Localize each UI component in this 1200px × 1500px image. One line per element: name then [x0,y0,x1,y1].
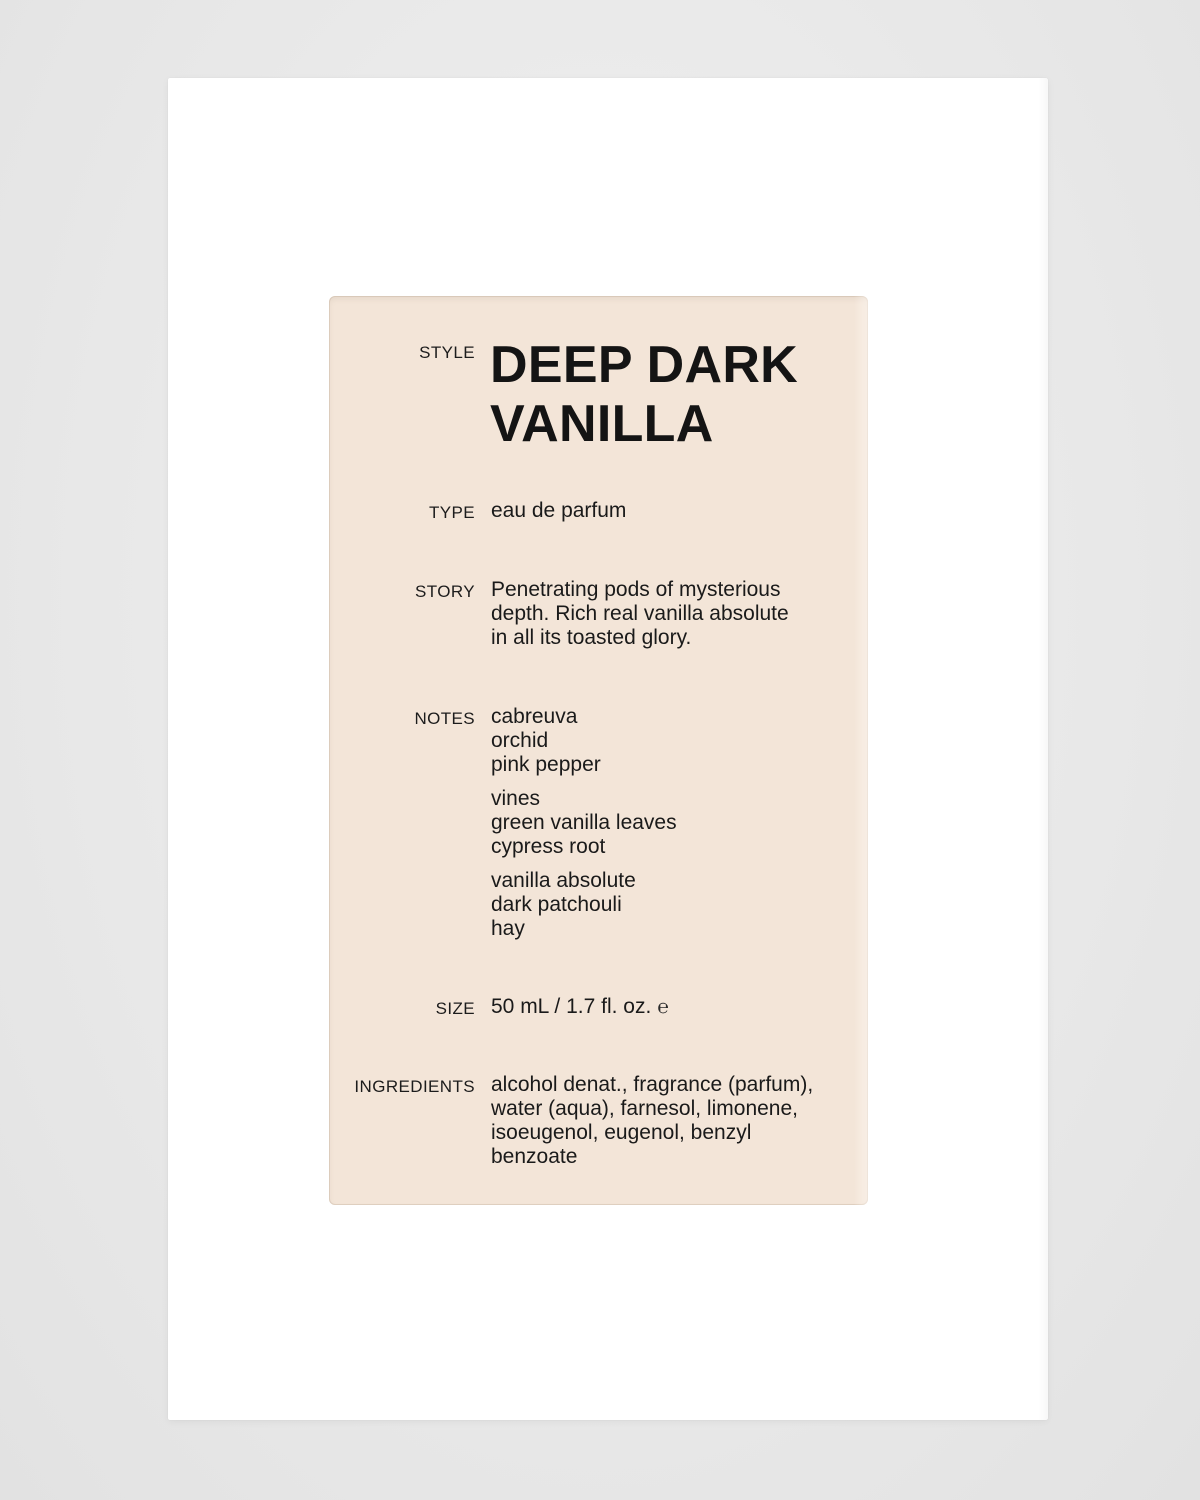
note-item: cypress root [491,835,606,858]
story-line-3: in all its toasted glory. [491,626,692,649]
base-notes [491,869,677,941]
ingredients-line-1: alcohol denat., fragrance (parfum), [491,1073,814,1096]
note-item: green vanilla leaves [491,811,677,834]
product-name-line-1: DEEP DARK [490,336,799,394]
type-label: TYPE [428,503,475,522]
ingredients-line-3: isoeugenol, eugenol, benzyl [491,1121,752,1144]
ingredients-value [491,1073,813,1169]
story-line-2: depth. Rich real vanilla absolute [491,602,789,625]
top-notes [491,705,677,777]
label-window-edge [854,296,868,1205]
note-item: pink pepper [491,753,601,776]
note-item: orchid [491,729,549,752]
type-value: eau de parfum [491,499,627,522]
story-value [491,578,789,650]
product-name [490,336,798,454]
notes-value [491,705,677,951]
story-line-1: Penetrating pods of mysterious [491,578,781,601]
note-item: vines [491,787,541,810]
size-value [491,995,669,1019]
ingredients-line-2: water (aqua), farnesol, limonene, [491,1097,798,1120]
note-item: vanilla absolute [491,869,636,892]
size-text: 50 mL / 1.7 fl. oz. [491,995,652,1018]
size-label: SIZE [435,999,475,1018]
notes-label: NOTES [414,709,475,728]
note-item: hay [491,917,525,940]
story-label: STORY [415,582,475,601]
style-label: STYLE [419,343,475,362]
product-name-line-2: VANILLA [490,395,714,453]
heart-notes [491,787,677,859]
estimated-sign-icon: ℮ [657,996,669,1018]
note-item: cabreuva [491,705,578,728]
box-edge-shade [1038,78,1048,1420]
ingredients-line-4: benzoate [491,1145,578,1168]
note-item: dark patchouli [491,893,622,916]
ingredients-label: INGREDIENTS [354,1077,475,1096]
